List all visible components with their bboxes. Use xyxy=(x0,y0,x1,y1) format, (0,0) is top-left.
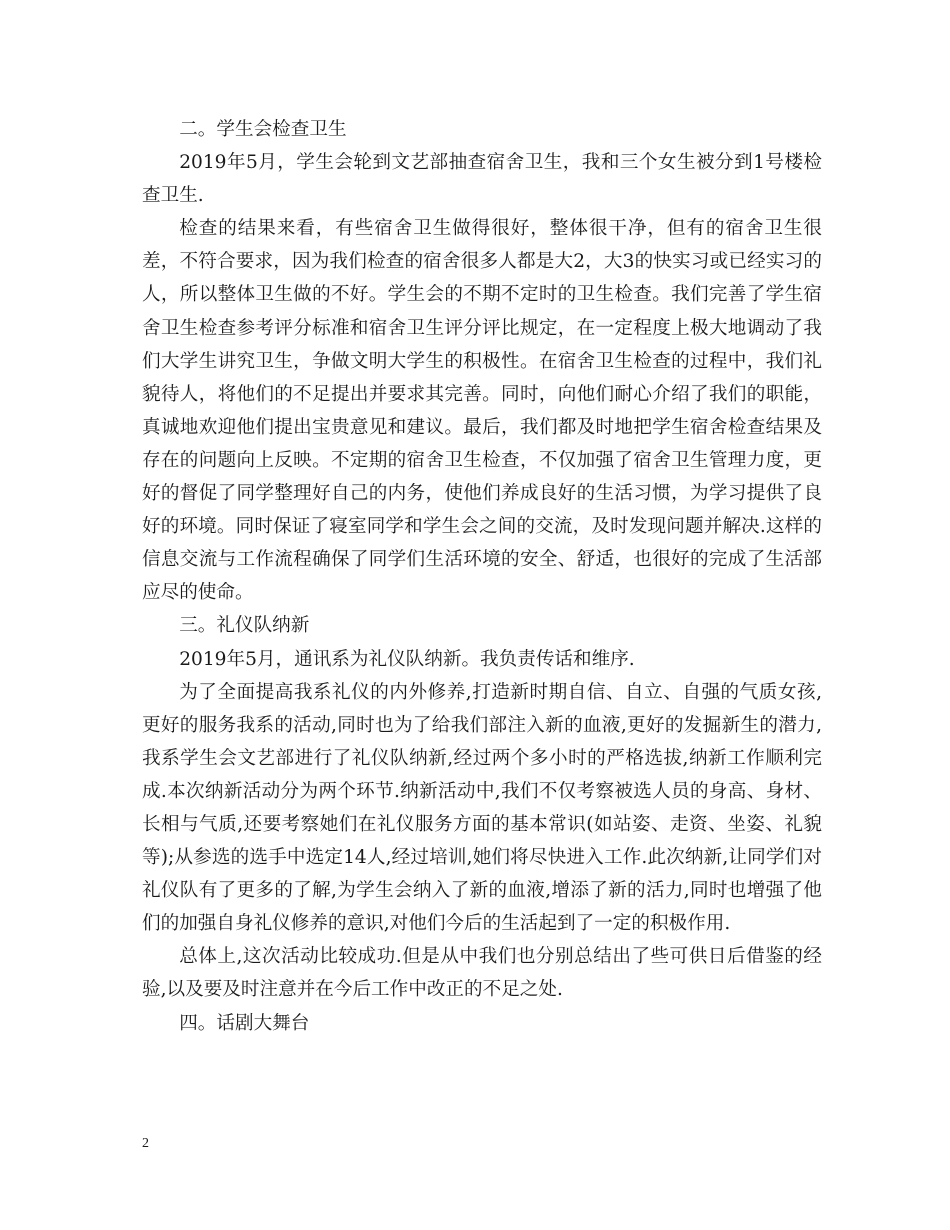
paragraph: 2019年5月，学生会轮到文艺部抽查宿舍卫生，我和三个女生被分到1号楼检查卫生. xyxy=(142,152,822,207)
paragraph: 为了全面提高我系礼仪的内外修养,打造新时期自信、自立、自强的气质女孩,更好的服务我系的活动,同时也为了给我们部注入新的血液,更好的发掘新生的潜力,我系学生会文艺部进行了礼仪队纳新,经过两个多小时的严格选拔,纳新工作顺利完成.本次纳新活动分为两个环节.纳新活动中,我们不仅考察被选人员的身高、身材、长相与气质,还要考察她们在礼仪服务方面的基本常识(如站姿、走资、坐姿、礼貌等);从参选的选手中选定14人,经过培训,她们将尽快进入工作.此次纳新,让同学们对礼仪队有了更多的了解,为学生会纳入了新的血液,增添了新的活力,同时也增强了他们的加强自身礼仪修养的意识,对他们今后的生活起到了一定的积极作用. xyxy=(142,681,822,935)
paragraph: 检查的结果来看，有些宿舍卫生做得很好，整体很干净，但有的宿舍卫生很差，不符合要求，因为我们检查的宿舍很多人都是大2，大3的快实习或已经实习的人，所以整体卫生做的不好。学生会的不期不定时的卫生检查。我们完善了学生宿舍卫生检查参考评分标准和宿舍卫生评分评比规定，在一定程度上极大地调动了我们大学生讲究卫生，争做文明大学生的积极性。在宿舍卫生检查的过程中，我们礼貌待人，将他们的不足提出并要求其完善。同时，向他们耐心介绍了我们的职能，真诚地欢迎他们提出宝贵意见和建议。最后，我们都及时地把学生宿舍检查结果及存在的问题向上反映。不定期的宿舍卫生检查，不仅加强了宿舍卫生管理力度，更好的督促了同学整理好自己的内务，使他们养成良好的生活习惯，为学习提供了良好的环境。同时保证了寝室同学和学生会之间的交流，及时发现问题并解决.这样的信息交流与工作流程确保了同学们生活环境的安全、舒适，也很好的完成了生活部应尽的使命。 xyxy=(142,218,822,604)
paragraph: 2019年5月，通讯系为礼仪队纳新。我负责传话和维序. xyxy=(179,648,635,670)
page-number: 2 xyxy=(142,1136,149,1151)
section-heading: 四。话剧大舞台 xyxy=(179,1012,310,1034)
section-heading: 二。学生会检查卫生 xyxy=(179,119,347,140)
section-heading: 三。礼仪队纳新 xyxy=(179,615,310,637)
paragraph: 总体上,这次活动比较成功.但是从中我们也分别总结出了些可供日后借鉴的经验,以及要及时注意并在今后工作中改正的不足之处. xyxy=(142,946,822,1001)
document-body xyxy=(142,113,822,1040)
